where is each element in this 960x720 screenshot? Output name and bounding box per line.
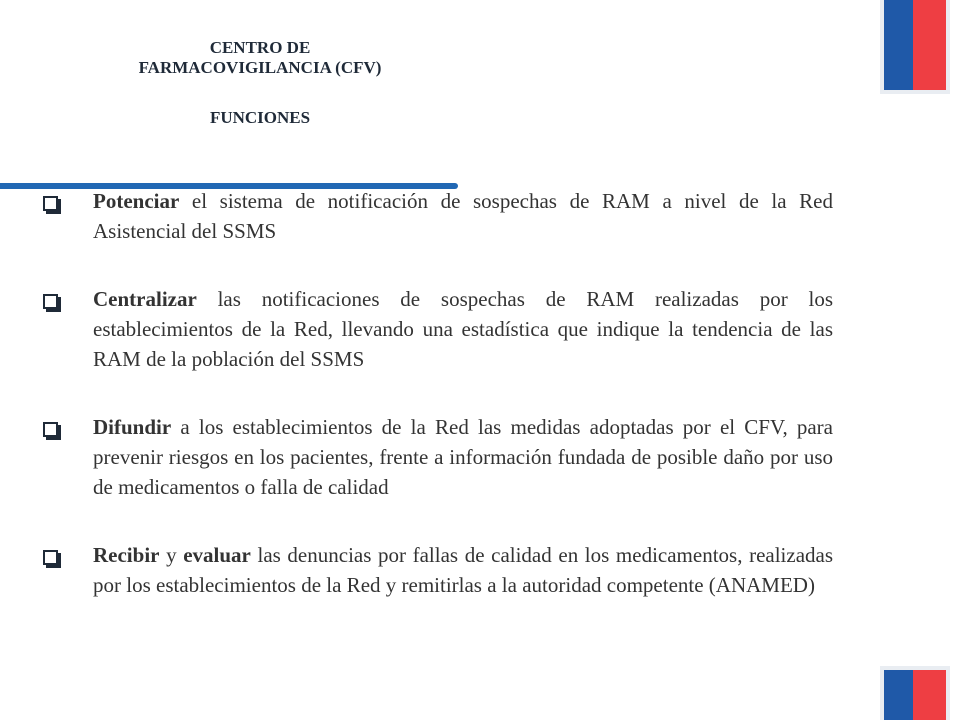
slide-title-line-2: FARMACOVIGILANCIA (CFV) [138,58,382,77]
list-item-body: las denuncias por fallas de calidad en los medicamentos, realizadas por los establecimientos de la Red y remitirlas a la autoridad competente (ANAMED) [93,543,834,597]
list-item [43,412,833,502]
list-item-lead: Potenciar [93,189,180,213]
checkbox-bullet-icon [43,550,58,565]
list-item [43,186,833,246]
chile-flag-stripe-bottom [884,670,946,720]
checkbox-bullet-icon [43,294,58,309]
flag-red-band [913,670,946,720]
chile-flag-stripe-top [884,0,946,90]
flag-red-band [913,0,946,90]
list-item [43,284,833,374]
slide-title-line-1: CENTRO DE [209,38,311,57]
functions-list [43,186,833,638]
list-item-body: a los establecimientos de la Red las medidas adoptadas por el CFV, para prevenir riesgos en los pacientes, frente a información fundada de posible daño por uso de medicamentos o falla de calidad [93,415,833,499]
checkbox-bullet-icon [43,196,58,211]
checkbox-bullet-icon [43,422,58,437]
list-item-text [93,540,833,600]
list-item-text [93,284,833,374]
slide-title-block [40,38,480,128]
flag-blue-band [884,670,913,720]
flag-blue-band [884,0,913,90]
list-item-lead: Centralizar [93,287,197,311]
list-item-text [93,412,833,502]
list-item-lead: Recibir [93,543,160,567]
list-item-text [93,186,833,246]
list-item-lead: Difundir [93,415,172,439]
slide-subtitle: FUNCIONES [209,108,311,127]
list-item-body: el sistema de notificación de sospechas de RAM a nivel de la Red Asistencial del SSMS [93,189,833,243]
list-item-body: las notificaciones de sospechas de RAM realizadas por los establecimientos de la Red, llevando una estadística que indique la tendencia de las RAM de la población del SSMS [93,287,833,371]
list-item [43,540,833,600]
list-item-connector: y [159,543,184,567]
list-item-lead-2: evaluar [183,543,251,567]
